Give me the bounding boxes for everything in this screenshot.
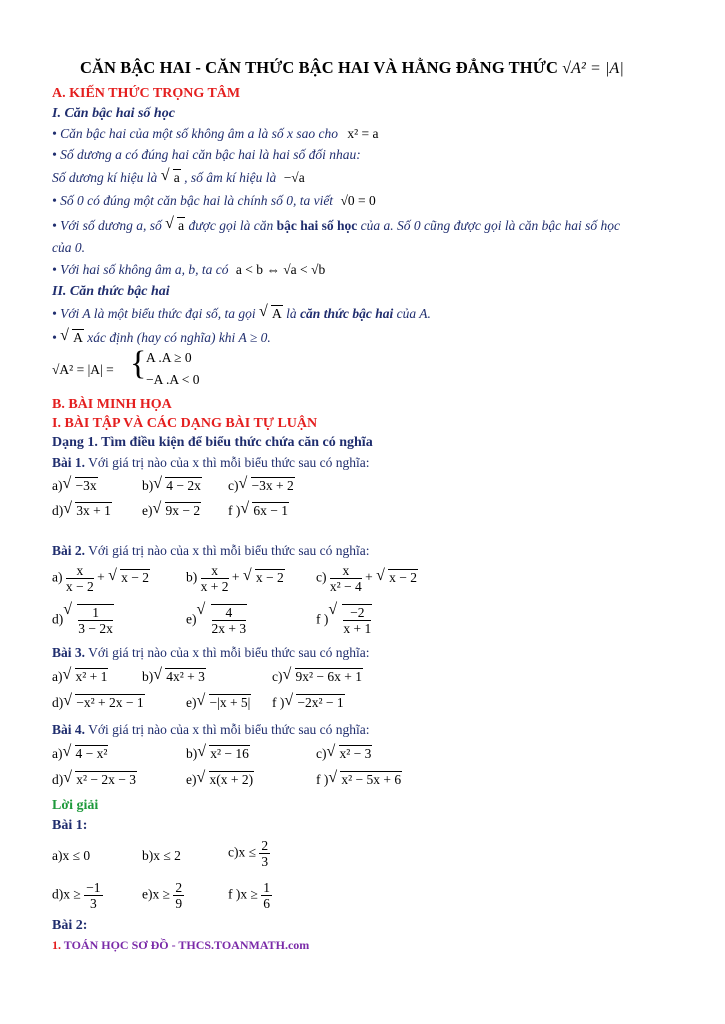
- sub-ii-heading: II. Căn thức bậc hai: [52, 284, 170, 299]
- item-label: e): [186, 772, 197, 787]
- item-label: c): [316, 569, 327, 585]
- bai-1-item-b: [142, 478, 202, 494]
- radicand: −x² + 2x − 1: [76, 695, 144, 710]
- c2-text: xác định (hay có nghĩa) khi A ≥ 0.: [87, 330, 271, 345]
- sol-1-e: [142, 880, 184, 911]
- solution-bai-1-label: Bài 1:: [52, 818, 88, 833]
- bullet-3-formula: √0 = 0: [340, 193, 376, 208]
- radicand: −2x² − 1: [297, 695, 344, 710]
- denominator: 2x + 3: [211, 621, 247, 636]
- item-label: d): [52, 503, 64, 518]
- numerator: −1: [86, 880, 101, 895]
- bullet-5-text: • Với hai số không âm a, b, ta có: [52, 262, 229, 277]
- sqrt-a-radicand: a: [173, 170, 180, 185]
- denominator: 9: [175, 896, 183, 911]
- bullet-4d-text: của a. Số 0 cũng được gọi là căn bậc hai số học: [360, 218, 620, 233]
- bai-1-statement: [52, 455, 370, 471]
- numerator: √ 1: [78, 605, 113, 621]
- item-label: b): [142, 669, 154, 684]
- sol-1-f-label: f )x ≥: [228, 886, 258, 902]
- bai-3-item-c: [272, 669, 363, 685]
- sqrt-a-2: [165, 218, 185, 234]
- bullet-2: • Số dương a có đúng hai căn bậc hai là hai số đối nhau:: [52, 147, 361, 162]
- denominator: 3 − 2x: [78, 621, 113, 636]
- bai-3-label: Bài 3.: [52, 645, 86, 660]
- fraction: [212, 605, 247, 636]
- bai-4-statement: [52, 722, 370, 738]
- bullet-1-text: • Căn bậc hai của một số không âm a là số x sao cho: [52, 126, 338, 141]
- radicand: x − 2: [389, 569, 418, 585]
- solution-heading: Lời giải: [52, 798, 99, 813]
- fraction: [66, 563, 94, 594]
- numerator: x: [330, 563, 362, 579]
- sqrt-A-2: [60, 330, 84, 346]
- item-label: c): [316, 746, 327, 761]
- radicand: x(x + 2): [209, 772, 254, 787]
- numerator: x: [66, 563, 94, 579]
- item-label: f ): [272, 695, 285, 710]
- radicand: 4 − x²: [75, 746, 108, 761]
- radicand: x² − 5x + 6: [341, 772, 402, 787]
- bullet-1: [52, 126, 378, 142]
- radicand: x² − 2x − 3: [76, 772, 137, 787]
- denominator: 6: [263, 896, 271, 911]
- footer-text: TOÁN HỌC SƠ ĐỒ - THCS.TOANMATH.com: [63, 938, 310, 952]
- bai-2-item-f: [316, 604, 372, 636]
- bai-3-text: Với giá trị nào của x thì mỗi biểu thức sau có nghĩa:: [88, 645, 370, 660]
- section-b-heading: B. BÀI MINH HỌA: [52, 397, 172, 412]
- bai-2-text: Với giá trị nào của x thì mỗi biểu thức sau có nghĩa:: [88, 543, 370, 558]
- bullet-4a-text: • Với số dương a, số: [52, 218, 162, 233]
- c1a-text: • Với A là một biểu thức đại số, ta gọi: [52, 306, 256, 321]
- bai-2-label: Bài 2.: [52, 543, 86, 558]
- section-a-heading: A. KIẾN THỨC TRỌNG TÂM: [52, 86, 241, 101]
- fraction: [173, 880, 184, 911]
- fraction: [261, 880, 272, 911]
- radicand: x² − 3: [339, 746, 372, 761]
- denominator: 3: [261, 854, 269, 869]
- bai-3-item-b: [142, 669, 206, 685]
- bullet-4-cont: của 0.: [52, 240, 85, 255]
- sol-1-d: [52, 880, 103, 911]
- numerator: 2: [261, 838, 269, 853]
- bai-1-text: Với giá trị nào của x thì mỗi biểu thức sau có nghĩa:: [88, 455, 370, 470]
- bai-2-statement: [52, 543, 370, 559]
- bai-2-item-c: c) $\frac{x}{\text{x² − 4}}$ + √ x − 2: [316, 563, 418, 594]
- sol-1-c-label: c)x ≤: [228, 844, 257, 860]
- c-bullet-2: [52, 330, 271, 346]
- sol-1-c: [228, 838, 270, 869]
- item-label: a): [52, 478, 63, 493]
- radicand: −3x: [75, 478, 97, 493]
- numerator: x: [201, 563, 229, 579]
- page-title: [80, 58, 624, 78]
- bai-1-item-c: [228, 478, 295, 494]
- bullet-4b-text: được gọi là căn: [188, 218, 274, 233]
- item-label: d): [52, 611, 64, 627]
- item-label: a): [52, 669, 63, 684]
- denominator: x² − 4: [329, 579, 362, 594]
- page-footer: [52, 938, 309, 953]
- item-label: b): [186, 746, 198, 761]
- bai-2-item-b: b) $\frac{x}{x + 2}$ + √ x − 2: [186, 563, 285, 594]
- bai-3-item-d: [52, 695, 145, 711]
- bai-3-item-f: [272, 695, 345, 711]
- denominator: x + 1: [343, 621, 372, 636]
- fraction: [84, 880, 102, 911]
- bullet-5: [52, 262, 325, 278]
- radicand: −|x + 5|: [209, 695, 251, 710]
- bullet-3-text: • Số 0 có đúng một căn bậc hai là chính số 0, ta viết: [52, 193, 334, 208]
- item-label: e): [186, 695, 197, 710]
- radicand: x² − 16: [210, 746, 249, 761]
- bai-4-item-c: [316, 746, 372, 762]
- dang-1-heading: Dạng 1. Tìm điều kiện để biểu thức chứa căn có nghĩa: [52, 435, 373, 450]
- bai-4-item-a: [52, 746, 108, 762]
- radicand: 4 − 2x: [166, 478, 201, 493]
- page-number: 1.: [52, 938, 61, 952]
- item-label: d): [52, 695, 64, 710]
- bai-4-item-f: [316, 772, 402, 788]
- item-label: f ): [316, 611, 329, 627]
- bullet-2a-text: Số dương kí hiệu là: [52, 170, 158, 185]
- bullet-3: [52, 193, 376, 209]
- item-label: d): [52, 772, 64, 787]
- sqrt-A: [259, 306, 283, 322]
- bai-3-item-e: [186, 695, 251, 711]
- c1-bold: căn thức bậc hai: [300, 306, 394, 321]
- sol-1-d-label: d)x ≥: [52, 886, 81, 902]
- numerator: 2: [175, 880, 183, 895]
- bullet-5-formula: a < b ⇔ √a < √b: [235, 262, 326, 277]
- brace-symbol: {: [130, 345, 147, 382]
- sqrt-a: [161, 170, 181, 186]
- item-label: f ): [316, 772, 329, 787]
- sub-i-heading: I. Căn bậc hai số học: [52, 106, 175, 121]
- bullet-1-formula: x² = a: [347, 126, 379, 141]
- abs-identity: √A² = |A| =: [52, 362, 114, 377]
- bai-4-label: Bài 4.: [52, 722, 86, 737]
- denominator: x − 2: [65, 579, 94, 594]
- item-label: f ): [228, 503, 241, 518]
- numerator: √ 4: [212, 605, 247, 621]
- bai-3-item-a: [52, 669, 108, 685]
- bai-3-statement: [52, 645, 370, 661]
- solution-bai-2-label: Bài 2:: [52, 918, 88, 933]
- fraction: [259, 838, 270, 869]
- item-label: b): [186, 569, 198, 585]
- sol-1-b: b)x ≤ 2: [142, 848, 181, 863]
- item-label: a): [52, 569, 63, 585]
- item-label: b): [142, 478, 154, 493]
- item-label: c): [228, 478, 239, 493]
- bai-1-item-f: [228, 503, 289, 519]
- item-label: e): [186, 611, 197, 627]
- case-1: A .A ≥ 0: [146, 350, 192, 365]
- denominator: 3: [89, 896, 97, 911]
- fraction: [201, 563, 229, 594]
- title-text: CĂN BẬC HAI - CĂN THỨC BẬC HAI VÀ HẰNG ĐẲNG THỨC: [80, 58, 558, 77]
- c1b-text: là: [286, 306, 297, 321]
- bai-4-item-e: [186, 772, 254, 788]
- bullet-2-detail: [52, 170, 305, 186]
- c1d-text: của A.: [396, 306, 431, 321]
- bullet-4: [52, 218, 620, 234]
- radicand: x² + 1: [75, 669, 108, 684]
- sqrt-A-2-radicand: A: [73, 330, 83, 345]
- sol-1-a: a)x ≤ 0: [52, 848, 91, 863]
- radicand: 9x² − 6x + 1: [295, 669, 363, 684]
- bai-1-item-e: [142, 503, 201, 519]
- bai-2-item-e: [186, 604, 247, 636]
- sol-1-e-label: e)x ≥: [142, 886, 171, 902]
- radicand: x − 2: [121, 569, 149, 585]
- radicand: 9x − 2: [165, 503, 201, 518]
- bai-1-item-d: [52, 503, 112, 519]
- c-bullet-1: [52, 306, 431, 322]
- sol-1-f: [228, 880, 272, 911]
- radicand: 3x + 1: [76, 503, 111, 518]
- radicand: −3x + 2: [251, 478, 294, 493]
- fraction: [343, 605, 371, 636]
- bullet-2b-text: , số âm kí hiệu là: [184, 170, 277, 185]
- bai-2-item-a: a) $\frac{x}{x - 2}$ + √ x − 2: [52, 563, 150, 594]
- numerator: √ −2: [343, 605, 371, 621]
- fraction: [330, 563, 362, 594]
- radicand: x − 2: [255, 569, 284, 585]
- bai-4-text: Với giá trị nào của x thì mỗi biểu thức sau có nghĩa:: [88, 722, 370, 737]
- title-formula: √A² = |A|: [562, 60, 624, 77]
- sqrt-a-2-radicand: a: [178, 218, 185, 233]
- sqrt-A-radicand: A: [272, 306, 282, 321]
- fraction: [78, 605, 113, 636]
- bai-2-item-d: [52, 604, 114, 636]
- radicand: 6x − 1: [253, 503, 288, 518]
- bullet-4-bold: bậc hai số học: [276, 218, 358, 233]
- bullet-dot: •: [52, 330, 57, 345]
- radicand: 4x² + 3: [166, 669, 205, 684]
- bai-1-label: Bài 1.: [52, 455, 86, 470]
- bai-4-item-d: [52, 772, 137, 788]
- bai-1-item-a: [52, 478, 98, 494]
- denominator: x + 2: [200, 579, 229, 594]
- section-bi-heading: I. BÀI TẬP VÀ CÁC DẠNG BÀI TỰ LUẬN: [52, 416, 318, 431]
- neg-sqrt-a: −√a: [283, 170, 305, 185]
- bai-4-item-b: [186, 746, 250, 762]
- item-label: a): [52, 746, 63, 761]
- numerator: 1: [263, 880, 271, 895]
- item-label: e): [142, 503, 153, 518]
- case-2: −A .A < 0: [146, 372, 200, 387]
- item-label: c): [272, 669, 283, 684]
